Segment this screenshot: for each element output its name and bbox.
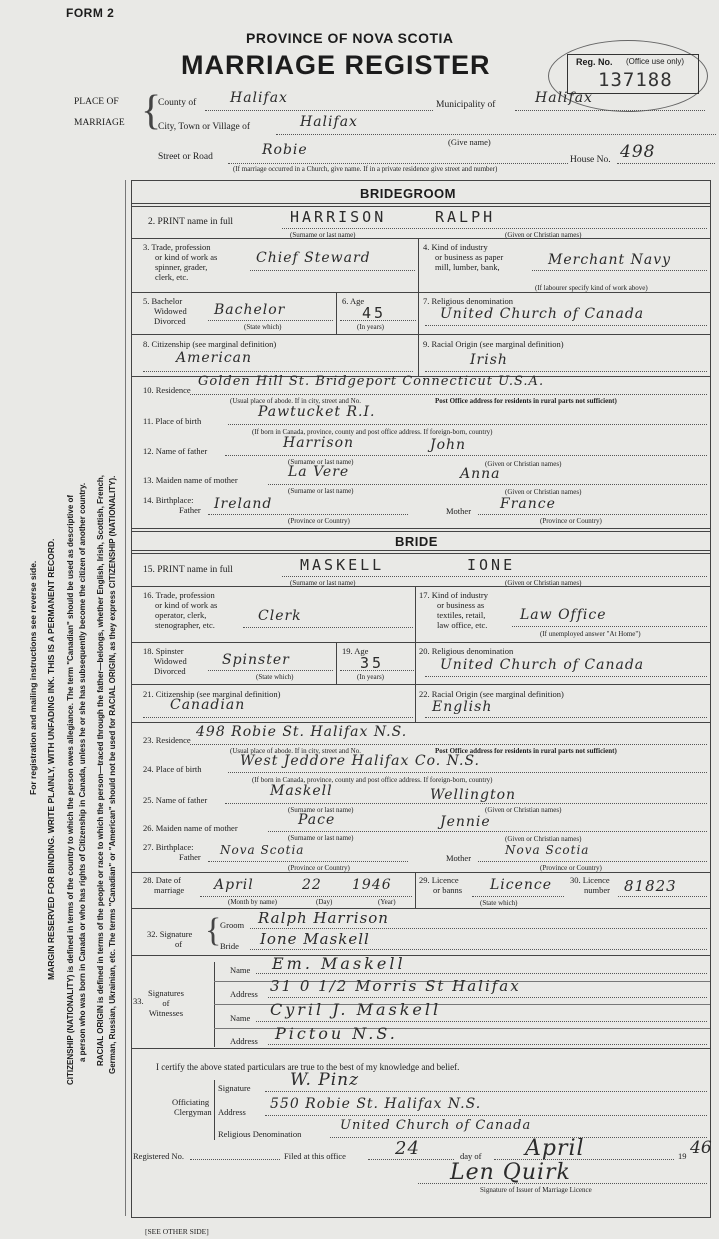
filed-label: Filed at this office (284, 1151, 346, 1161)
reg-office-hint: (Office use only) (626, 57, 685, 66)
marriage-day: 22 (302, 877, 322, 893)
certify-text: I certify the above stated particulars are true to the best of my knowledge and belief. (156, 1062, 460, 1072)
bride-surname-hint: (Surname or last name) (290, 579, 356, 587)
bride-mother-surname: Pace (298, 812, 336, 828)
industry-label: 4. Kind of industry or business as paper mill, lumber, bank, (423, 242, 504, 272)
licence-number-label: 30. Licence number (570, 875, 610, 895)
sig-brace: { (205, 912, 222, 949)
bride-prov-hint-father: (Province or Country) (288, 864, 350, 872)
city-value: Halifax (300, 114, 358, 130)
groom-father-birthplace: Ireland (214, 496, 273, 512)
bride-in-years: (In years) (357, 673, 385, 681)
groom-trade: Chief Steward (256, 250, 371, 266)
bride-racial-label: 22. Racial Origin (see marginal definition) (419, 689, 564, 699)
bride-trade: Clerk (258, 608, 302, 624)
bride-mother-birth-label: Mother (446, 853, 472, 863)
filed-year: 46 (690, 1138, 712, 1158)
bride-name-label: 15. PRINT name in full (143, 565, 233, 575)
bride-residence: 498 Robie St. Halifax N.S. (196, 724, 408, 740)
groom-mother-given: Anna (460, 466, 501, 482)
w2-address-label: Address (230, 1036, 258, 1046)
groom-industry: Merchant Navy (548, 252, 672, 268)
residence-hint-2: Post Office address for residents in rural parts not sufficient) (435, 397, 617, 405)
bride-marital-label: 18. Spinster Widowed Divorced (143, 646, 187, 676)
bride-father-given: Wellington (430, 787, 517, 803)
bride-surname: MASKELL (300, 556, 385, 574)
w1-address-label: Address (230, 989, 258, 999)
year-hint: (Year) (378, 898, 396, 906)
bride-residence-hint-2: Post Office address for residents in rural parts not sufficient) (435, 747, 617, 755)
issuer-label: Signature of Issuer of Marriage Licence (480, 1186, 592, 1194)
street-value: Robie (262, 142, 308, 158)
trade-label: 3. Trade, profession or kind of work as spinner, grader, clerk, etc. (143, 242, 218, 282)
groom-father-surname: Harrison (283, 435, 355, 451)
bride-citizenship-label: 21. Citizenship (see marginal definition) (143, 689, 281, 699)
house-label: House No. (570, 155, 611, 165)
bride-religion-label: 20. Religious denomination (419, 646, 514, 656)
bride-birthplace-hint: (If born in Canada, province, county and post office address. If foreign-born, country) (252, 776, 493, 784)
residence-hint: (Usual place of abode. If in city, street and No. (230, 397, 361, 405)
bride-citizenship: Canadian (170, 697, 246, 713)
in-years: (In years) (357, 323, 385, 331)
mother-given-hint: (Given or Christian names) (505, 488, 582, 496)
bride-birthplace: West Jeddore Halifax Co. N.S. (240, 753, 480, 769)
city-label: City, Town or Village of (158, 122, 250, 132)
day-hint: (Day) (316, 898, 333, 906)
groom-residence: Golden Hill St. Bridgeport Connecticut U.S.A. (198, 374, 545, 389)
reg-label: Reg. No. (576, 57, 613, 67)
print-keyword: 2. PRINT name in full (148, 217, 234, 227)
groom-father-given: John (430, 437, 467, 453)
side-note-6: German, Russian, Ukrainian, etc. The terms "Canadian" or "American" should not be used for RACIAL ORIGIN, as they express CITIZENSHIP (NATIONALITY). (108, 475, 117, 1074)
county-label: County of (158, 98, 197, 108)
give-name-hint: (Give name) (448, 137, 491, 147)
bride-age-label: 19. Age (342, 646, 369, 656)
marriage-label: MARRIAGE (74, 118, 125, 128)
licence-number: 81823 (624, 877, 677, 895)
bride-state-which: (State which) (256, 673, 294, 681)
bride-birthplace-label: 24. Place of birth (143, 764, 202, 774)
groom-given: RALPH (435, 208, 496, 226)
bride-status: Spinster (222, 652, 290, 668)
bride-religion: United Church of Canada (440, 657, 645, 673)
prov-hint-mother: (Province or Country) (540, 517, 602, 525)
bride-age: 35 (360, 654, 385, 672)
unemployed-hint: (If unemployed answer "At Home") (540, 630, 641, 638)
province-heading: PROVINCE OF NOVA SCOTIA (246, 30, 454, 46)
witnesses-label: Signatures of Witnesses (148, 988, 184, 1018)
bride-sig-label: Bride (220, 941, 239, 951)
racial-label: 9. Racial Origin (see marginal definition) (423, 339, 564, 349)
birthplace-hint: (If born in Canada, province, county and post office address. If foreign-born, country) (252, 428, 493, 436)
birthplace-label: 11. Place of birth (143, 416, 202, 426)
groom-birthplace: Pawtucket R.I. (258, 404, 376, 420)
clergy-religion-label: Religious Denomination (218, 1129, 302, 1139)
bride-given-hint: (Given or Christian names) (505, 579, 582, 587)
street-hint: (If marriage occurred in a Church, give name. If in a private residence give street and number) (233, 165, 498, 173)
residence-label: 10. Residence (143, 385, 191, 395)
groom-sig-label: Groom (220, 920, 245, 930)
bride-mother-given-hint: (Given or Christian names) (505, 835, 582, 843)
house-value: 498 (620, 142, 656, 162)
religion-label: 7. Religious denomination (423, 296, 513, 306)
bride-mother-label: 26. Maiden name of mother (143, 823, 238, 833)
surname-hint: (Surname or last name) (290, 231, 356, 239)
age-label: 6. Age (342, 296, 365, 306)
witness1-address: 31 0 1/2 Morris St Halifax (270, 977, 521, 995)
parents-birthplace-label: 14. Birthplace: Father (143, 495, 201, 515)
bride-heading: BRIDE (395, 534, 438, 549)
reg-number-box (567, 54, 699, 94)
groom-age: 45 (362, 304, 387, 322)
form-number: FORM 2 (66, 6, 115, 20)
bride-prov-hint-mother: (Province or Country) (540, 864, 602, 872)
side-note-1: For registration and mailing instructions see reverse side. (28, 560, 38, 795)
groom-name-label (148, 217, 233, 228)
bride-father-surname-hint: (Surname or last name) (288, 806, 354, 814)
marriage-year: 1946 (352, 877, 392, 893)
bride-father-surname: Maskell (270, 783, 333, 799)
state-which: (State which) (244, 323, 282, 331)
clergy-signature-label: Signature (218, 1083, 251, 1093)
clergy-address: 550 Robie St. Halifax N.S. (270, 1096, 482, 1112)
bride-industry: Law Office (520, 607, 607, 623)
side-note-5: RACIAL ORIGIN is defined in terms of the people or race to which the person—traced through the father—belongs, whether English, Irish, Scottish, French, (96, 474, 105, 1066)
clergy-religion: United Church of Canada (340, 1118, 532, 1133)
licence-type: Licence (490, 877, 553, 893)
clergy-address-label: Address (218, 1107, 246, 1117)
father-surname-hint: (Surname or last name) (288, 458, 354, 466)
bride-father-label: 25. Name of father (143, 795, 208, 805)
brace: { (141, 88, 162, 134)
groom-status: Bachelor (214, 302, 286, 318)
bride-residence-hint: (Usual place of abode. If in city, street and No. (230, 747, 361, 755)
reg-number-value: 137188 (598, 69, 673, 91)
municipality-label: Municipality of (436, 100, 496, 110)
groom-surname: HARRISON (290, 208, 387, 226)
registered-label: Registered No. (133, 1151, 184, 1161)
licence-type-label: 29. Licence or banns (419, 875, 463, 895)
see-other-side: [SEE OTHER SIDE] (145, 1227, 209, 1236)
mother-label: Mother (446, 506, 472, 516)
w1-name-label: Name (230, 965, 251, 975)
groom-mother-birthplace: France (500, 496, 556, 512)
mother-surname-hint: (Surname or last name) (288, 487, 354, 495)
bride-racial: English (432, 699, 493, 715)
bride-trade-label: 16. Trade, profession or kind of work as operator, clerk, stenographer, etc. (143, 590, 218, 630)
issuer-signature: Len Quirk (450, 1160, 571, 1185)
witness2-address: Pictou N.S. (275, 1024, 398, 1043)
bride-signature: Ione Maskell (260, 930, 370, 948)
groom-religion: United Church of Canada (440, 306, 645, 322)
industry-hint: (If labourer specify kind of work above) (535, 284, 648, 292)
filed-day: 24 (395, 1138, 420, 1159)
groom-mother-surname: La Vere (288, 464, 350, 480)
father-name-label: 12. Name of father (143, 446, 208, 456)
prov-hint-father: (Province or Country) (288, 517, 350, 525)
clergy-signature: W. Pinz (290, 1070, 360, 1090)
municipality-value: Halifax (535, 90, 593, 106)
bride-mother-given: Jennie (440, 814, 491, 830)
side-note-3: CITIZENSHIP (NATIONALITY) is defined in terms of the country to which the person owes allegiance. The term "Canadian" should be used as descriptive of (66, 494, 75, 1085)
side-note-4: a person who was born in Canada or who has rights of Citizenship in Canada, unless he or she has subsequently become the citizen of another country. (78, 482, 87, 1062)
county-value: Halifax (230, 90, 288, 106)
mother-name-label: 13. Maiden name of mother (143, 475, 238, 485)
father-given-hint: (Given or Christian names) (485, 460, 562, 468)
marital-label: 5. Bachelor Widowed Divorced (143, 296, 187, 326)
bride-parents-birthplace-label: 27. Birthplace: Father (143, 842, 201, 862)
bride-mother-birthplace: Nova Scotia (505, 843, 590, 857)
side-note-2: MARGIN RESERVED FOR BINDING. WRITE PLAINLY, WITH UNFADING INK. THIS IS A PERMANENT RECORD. (46, 538, 56, 980)
bride-father-birthplace: Nova Scotia (220, 843, 305, 857)
witness1-name: Em. Maskell (272, 954, 406, 973)
bride-given: IONE (467, 556, 516, 574)
page-title: MARRIAGE REGISTER (181, 50, 491, 80)
place-of-label: PLACE OF (74, 97, 119, 107)
witnesses-number: 33. (133, 996, 144, 1006)
w2-name-label: Name (230, 1013, 251, 1023)
bride-mother-surname-hint: (Surname or last name) (288, 834, 354, 842)
groom-racial: Irish (470, 352, 508, 368)
filed-month: April (525, 1136, 585, 1161)
groom-citizenship: American (176, 350, 253, 366)
licence-state-which: (State which) (480, 899, 518, 907)
bride-father-given-hint: (Given or Christian names) (485, 806, 562, 814)
officiating-label: Officiating Clergyman (172, 1097, 212, 1117)
day-of-label: day of (460, 1151, 482, 1161)
street-label: Street or Road (158, 152, 213, 162)
month-hint: (Month by name) (228, 898, 277, 906)
marriage-month: April (214, 877, 254, 893)
bridegroom-heading: BRIDEGROOM (360, 186, 456, 201)
year-prefix: 19 (678, 1151, 687, 1161)
date-label: 28. Date of marriage (143, 875, 185, 895)
bride-residence-label: 23. Residence (143, 735, 191, 745)
groom-signature: Ralph Harrison (258, 909, 389, 927)
signature-label: 32. Signature of (147, 929, 193, 949)
given-hint: (Given or Christian names) (505, 231, 582, 239)
witness2-name: Cyril J. Maskell (270, 1000, 442, 1019)
bride-industry-label: 17. Kind of industry or business as textiles, retail, law office, etc. (419, 590, 488, 630)
citizenship-label: 8. Citizenship (see marginal definition) (143, 339, 277, 349)
